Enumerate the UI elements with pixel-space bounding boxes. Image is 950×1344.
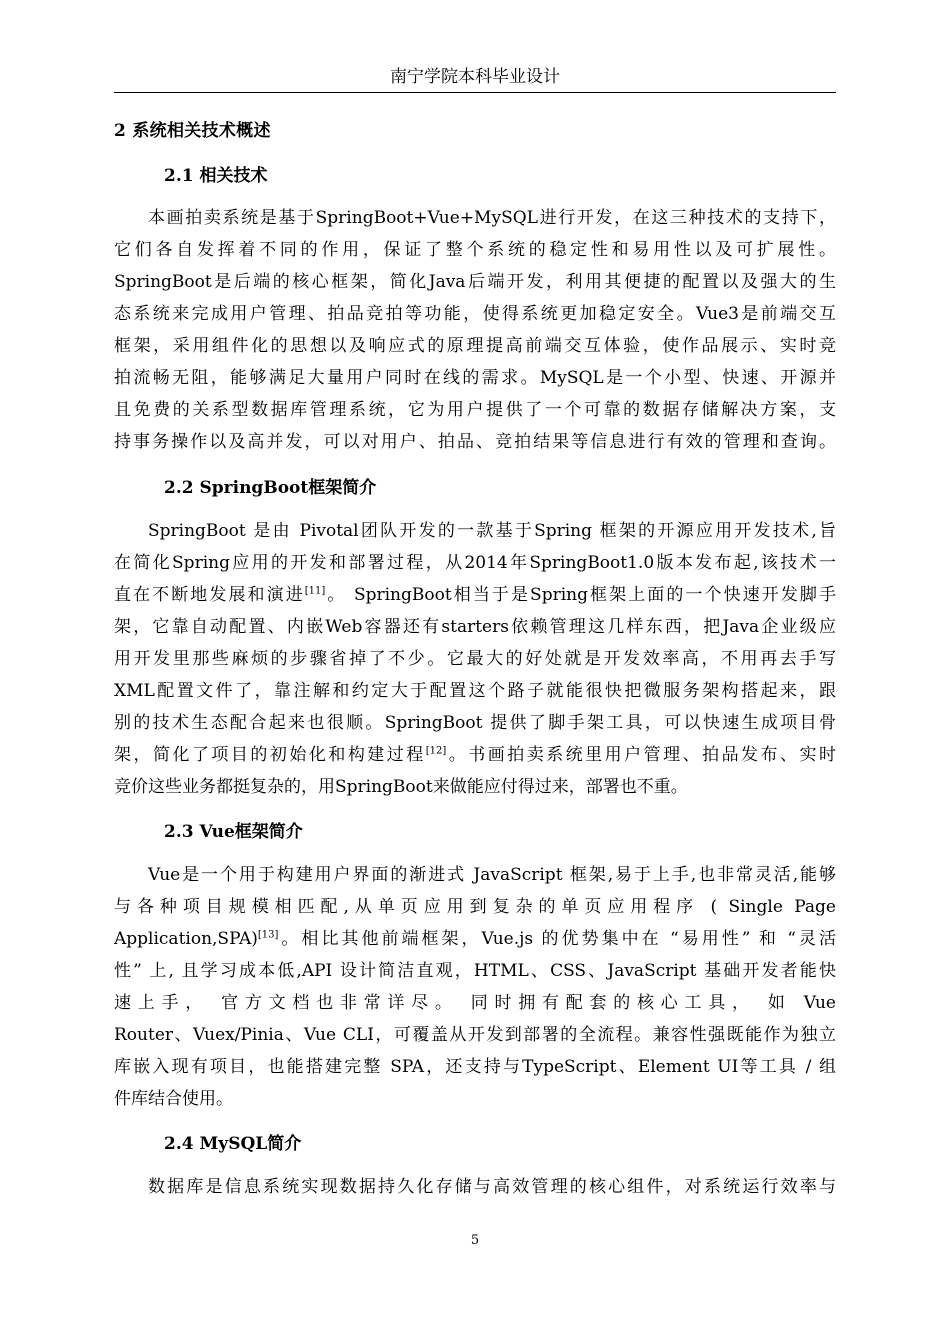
section-2-2-body (114, 515, 836, 803)
paragraph-line: 架，它靠自动配置、内嵌Web容器还有starters依赖管理这几样东西，把Java企业级应 (114, 617, 836, 637)
paragraph-line: 速上手， 官方文档也非常详尽。 同时拥有配套的核心工具， 如 Vue (114, 993, 836, 1013)
line-text: 。书画拍卖系统里用户管理、拍品发布、实时 (446, 745, 836, 765)
paragraph-line: XML配置文件了，靠注解和约定大于配置这个路子就能很快把微服务架构搭起来，跟 (114, 681, 836, 701)
chapter-title: 2 系统相关技术概述 (114, 121, 271, 141)
paragraph-line: 它们各自发挥着不同的作用，保证了整个系统的稳定性和易用性以及可扩展性。 (114, 240, 836, 260)
section-2-3-body (114, 859, 836, 1115)
section-2-1-body (114, 202, 836, 458)
paragraph-line: SpringBoot 是由 Pivotal团队开发的一款基于Spring 框架的开源应用开发技术,旨 (148, 521, 836, 541)
header-rule (114, 92, 836, 93)
paragraph-line: 用开发里那些麻烦的步骤省掉了不少。它最大的好处就是开发效率高，不用再去手写 (114, 649, 836, 669)
section-heading-2-2: 2.2 SpringBoot框架简介 (164, 478, 377, 498)
paragraph-line: 件库结合使用。 (114, 1089, 233, 1109)
paragraph-line: 持事务操作以及高并发，可以对用户、拍品、竞拍结果等信息进行有效的管理和查询。 (114, 432, 836, 452)
citation-11: [11] (304, 585, 326, 597)
line-text: Application,SPA) (114, 929, 258, 949)
paragraph-line: 在简化Spring应用的开发和部署过程，从2014年SpringBoot1.0版本发布起,该技术一 (114, 553, 836, 573)
paragraph-line: 库嵌入现有项目，也能搭建完整 SPA，还支持与TypeScript、Element UI等工具 / 组 (114, 1057, 836, 1077)
section-heading-2-1: 2.1 相关技术 (164, 166, 268, 186)
paragraph-line (114, 739, 836, 771)
page-number: 5 (470, 1233, 480, 1248)
section-heading-2-4: 2.4 MySQL简介 (164, 1134, 302, 1154)
paragraph-line: 性” 上, 且学习成本低,API 设计简洁直观，HTML、CSS、JavaScript 基础开发者能快 (114, 961, 836, 981)
paragraph-line: 态系统来完成用户管理、拍品竞拍等功能，使得系统更加稳定安全。Vue3是前端交互 (114, 304, 836, 324)
line-text: 架，简化了项目的初始化和构建过程 (114, 745, 426, 765)
citation-13: [13] (257, 929, 279, 941)
paragraph-line: 数据库是信息系统实现数据持久化存储与高效管理的核心组件，对系统运行效率与 (148, 1177, 836, 1197)
paragraph-line: 拍流畅无阻，能够满足大量用户同时在线的需求。MySQL是一个小型、快速、开源并 (114, 368, 836, 388)
paragraph-line: Router、Vuex/Pinia、Vue CLI，可覆盖从开发到部署的全流程。兼容性强既能作为独立 (114, 1025, 836, 1045)
paragraph-line: SpringBoot是后端的核心框架，简化Java后端开发，利用其便捷的配置以及强大的生 (114, 272, 836, 292)
section-heading-2-3: 2.3 Vue框架简介 (164, 822, 303, 842)
page-header: 南宁学院本科毕业设计 (390, 67, 560, 87)
paragraph-line: 框架，采用组件化的思想以及响应式的原理提高前端交互体验，使作品展示、实时竞 (114, 336, 836, 356)
line-text: 直在不断地发展和演进 (114, 585, 305, 605)
line-text: 。 SpringBoot相当于是Spring框架上面的一个快速开发脚手 (325, 585, 836, 605)
paragraph-line: Vue是一个用于构建用户界面的渐进式 JavaScript 框架,易于上手,也非常灵活,能够 (148, 865, 836, 885)
paragraph-line (114, 923, 836, 955)
citation-12: [12] (425, 745, 447, 757)
paragraph-line (114, 579, 836, 611)
paragraph-line: 本画拍卖系统是基于SpringBoot+Vue+MySQL进行开发，在这三种技术的支持下， (148, 208, 836, 228)
paragraph-line: 且免费的关系型数据库管理系统，它为用户提供了一个可靠的数据存储解决方案，支 (114, 400, 836, 420)
line-text: 。相比其他前端框架，Vue.js 的优势集中在 “易用性” 和 “灵活 (278, 929, 836, 949)
section-2-4-body (114, 1171, 836, 1203)
paragraph-line: 与各种项目规模相匹配,从单页应用到复杂的单页应用程序 ( Single Page (114, 897, 836, 917)
paragraph-line: 别的技术生态配合起来也很顺。SpringBoot 提供了脚手架工具，可以快速生成项目骨 (114, 713, 836, 733)
paragraph-line: 竞价这些业务都挺复杂的，用SpringBoot来做能应付得过来，部署也不重。 (114, 777, 688, 797)
